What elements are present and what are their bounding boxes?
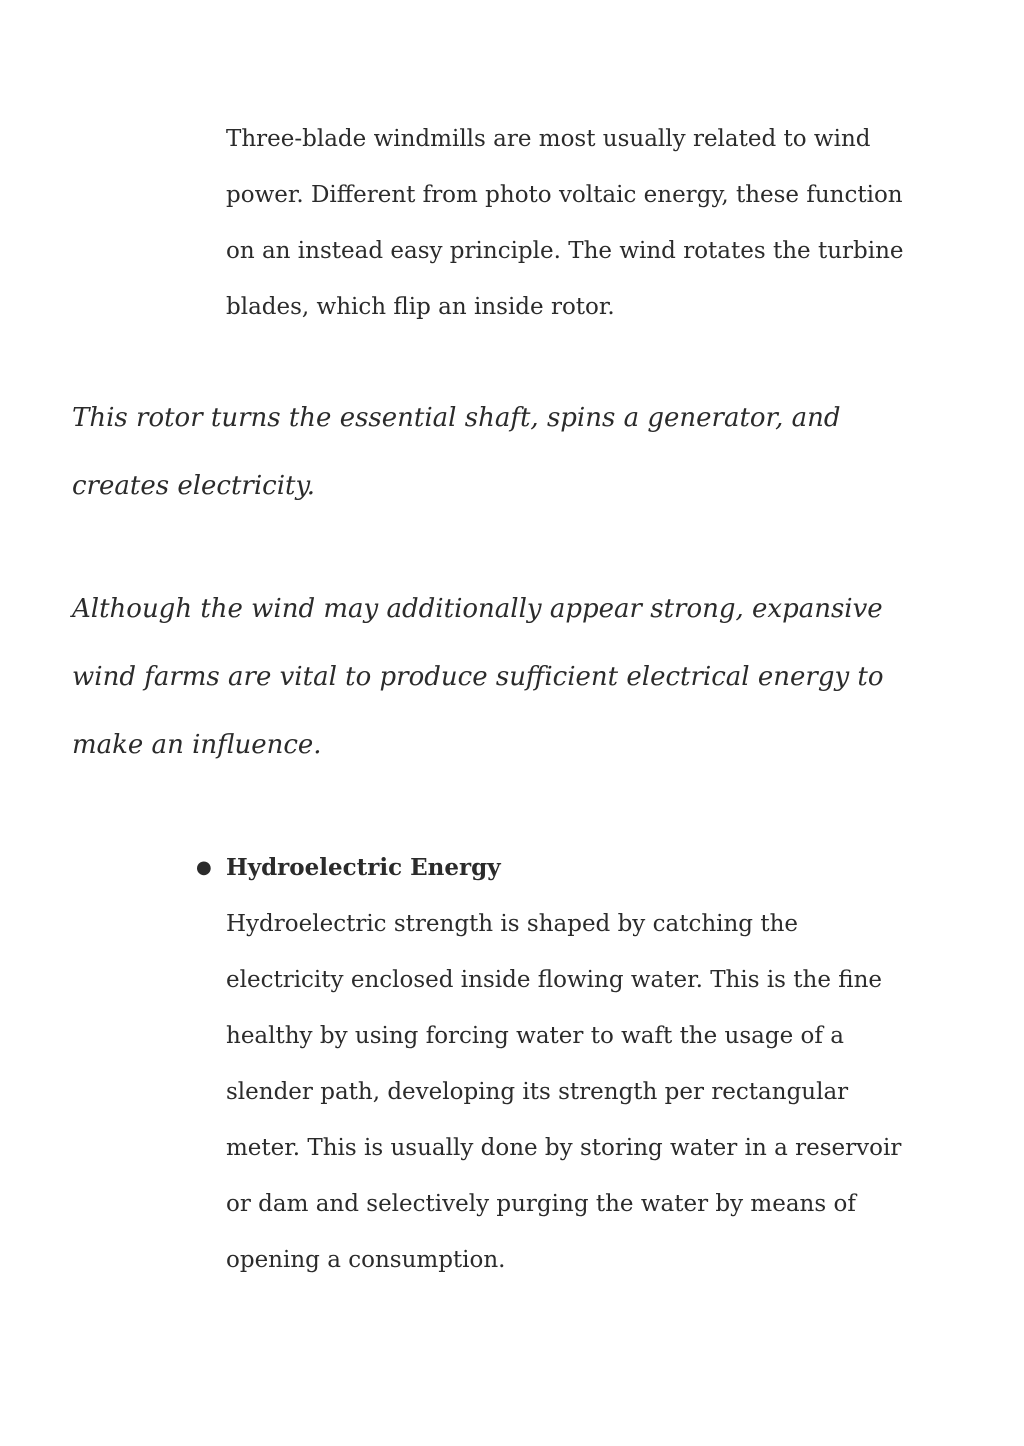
bullet-icon: ● xyxy=(196,857,212,878)
list-item xyxy=(196,840,916,1288)
list-item-heading: Hydroelectric Energy xyxy=(226,854,501,881)
bullet-list xyxy=(196,840,916,1288)
list-item-body: Hydroelectric strength is shaped by catching the electricity enclosed inside flowing water. This is the fine healthy by using forcing water to waft the usage of a slender path, developing its strength per rectangular meter. This is usually done by storing water in a reservoir or dam and selectively purging the water by means of opening a consumption. xyxy=(226,911,902,1273)
italic-paragraph-wind-farms: Although the wind may additionally appear strong, expansive wind farms are vital to produce sufficient electrical energy to make an influence. xyxy=(72,594,884,760)
italic-paragraph-rotor: This rotor turns the essential shaft, spins a generator, and creates electricity. xyxy=(72,403,841,501)
intro-paragraph: Three-blade windmills are most usually related to wind power. Different from photo voltaic energy, these function on an instead easy principle. The wind rotates the turbine blades, which flip an inside rotor. xyxy=(226,126,904,320)
